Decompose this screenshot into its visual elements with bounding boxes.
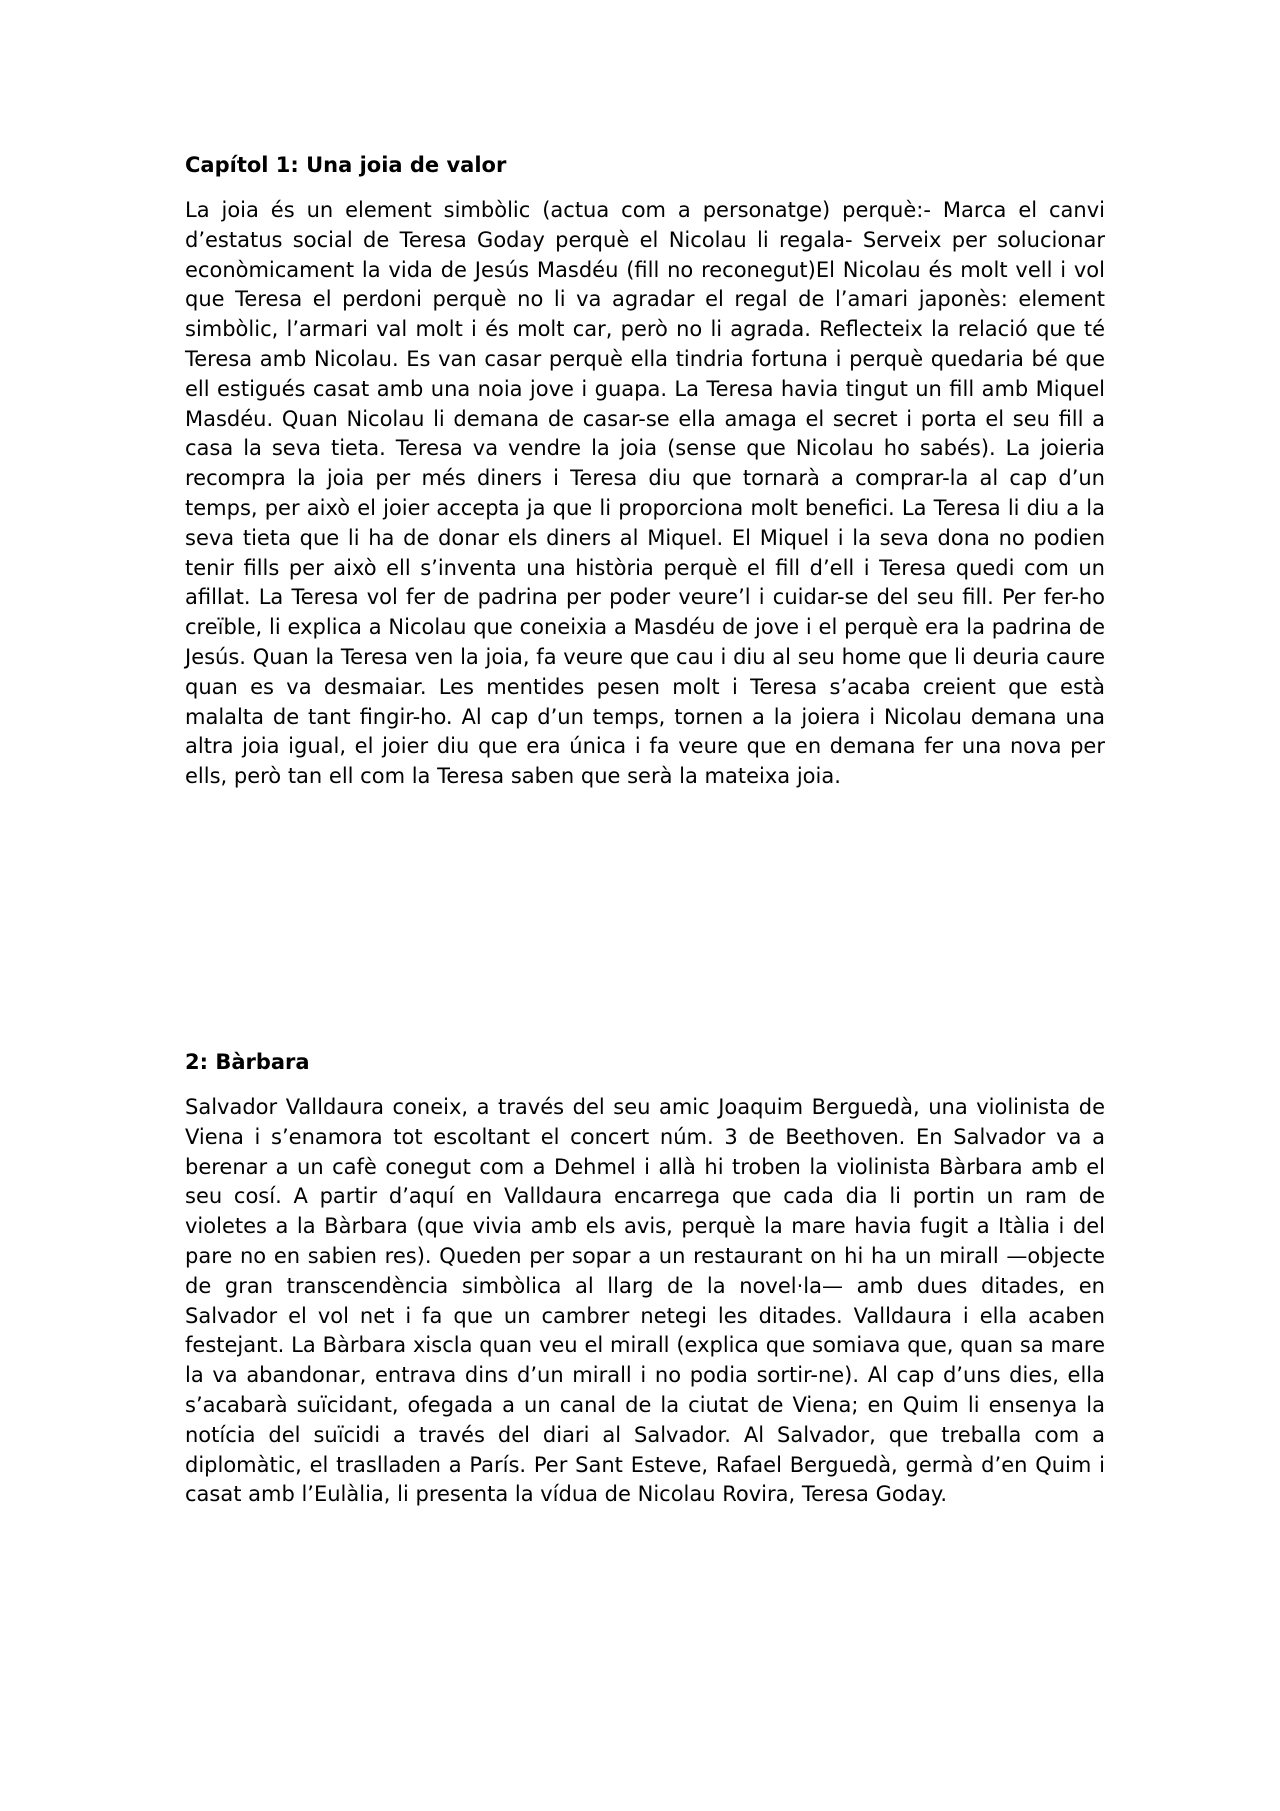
chapter-2-section bbox=[185, 1047, 1105, 1510]
chapter-1-section bbox=[185, 150, 1105, 792]
chapter-2-heading: 2: Bàrbara bbox=[185, 1050, 310, 1074]
chapter-1-body: La joia és un element simbòlic (actua com a personatge) perquè:- Marca el canvi d’estatus social de Teresa Goday perquè el Nicolau li regala- Serveix per solucionar econòmicament la vida de Jesús Masdéu (fill no reconegut)El Nicolau és molt vell i vol que Teresa el perdoni perquè no li va agradar el regal de l’amari japonès: element simbòlic, l’armari val molt i és molt car, però no li agrada. Reflecteix la relació que té Teresa amb Nicolau. Es van casar perquè ella tindria fortuna i perquè quedaria bé que ell estigués casat amb una noia jove i guapa. La Teresa havia tingut un fill amb Miquel Masdéu. Quan Nicolau li demana de casar-se ella amaga el secret i porta el seu fill a casa la seva tieta. Teresa va vendre la joia (sense que Nicolau ho sabés). La joieria recompra la joia per més diners i Teresa diu que tornarà a comprar-la al cap d’un temps, per això el joier accepta ja que li proporciona molt benefici. La Teresa li diu a la seva tieta que li ha de donar els diners al Miquel. El Miquel i la seva dona no podien tenir fills per això ell s’inventa una història perquè el fill d’ell i Teresa quedi com un afillat. La Teresa vol fer de padrina per poder veure’l i cuidar-se del seu fill. Per fer-ho creïble, li explica a Nicolau que coneixia a Masdéu de jove i el perquè era la padrina de Jesús. Quan la Teresa ven la joia, fa veure que cau i diu al seu home que li deuria caure quan es va desmaiar. Les mentides pesen molt i Teresa s’acaba creient que està malalta de tant fingir-ho. Al cap d’un temps, tornen a la joiera i Nicolau demana una altra joia igual, el joier diu que era única i fa veure que en demana fer una nova per ells, però tan ell com la Teresa saben que serà la mateixa joia. bbox=[185, 198, 1105, 789]
chapter-1-heading: Capítol 1: Una joia de valor bbox=[185, 153, 507, 177]
chapter-2-body: Salvador Valldaura coneix, a través del seu amic Joaquim Berguedà, una violinista de Viena i s’enamora tot escoltant el concert núm. 3 de Beethoven. En Salvador va a berenar a un cafè conegut com a Dehmel i allà hi troben la violinista Bàrbara amb el seu cosí. A partir d’aquí en Valldaura encarrega que cada dia li portin un ram de violetes a la Bàrbara (que vivia amb els avis, perquè la mare havia fugit a Itàlia i del pare no en sabien res). Queden per sopar a un restaurant on hi ha un mirall —objecte de gran transcendència simbòlica al llarg de la novel·la— amb dues ditades, en Salvador el vol net i fa que un cambrer netegi les ditades. Valldaura i ella acaben festejant. La Bàrbara xiscla quan veu el mirall (explica que somiava que, quan sa mare la va abandonar, entrava dins d’un mirall i no podia sortir-ne). Al cap d’uns dies, ella s’acabarà suïcidant, ofegada a un canal de la ciutat de Viena; en Quim li ensenya la notícia del suïcidi a través del diari al Salvador. Al Salvador, que treballa com a diplomàtic, el traslladen a París. Per Sant Esteve, Rafael Berguedà, germà d’en Quim i casat amb l’Eulàlia, li presenta la vídua de Nicolau Rovira, Teresa Goday. bbox=[185, 1095, 1105, 1507]
